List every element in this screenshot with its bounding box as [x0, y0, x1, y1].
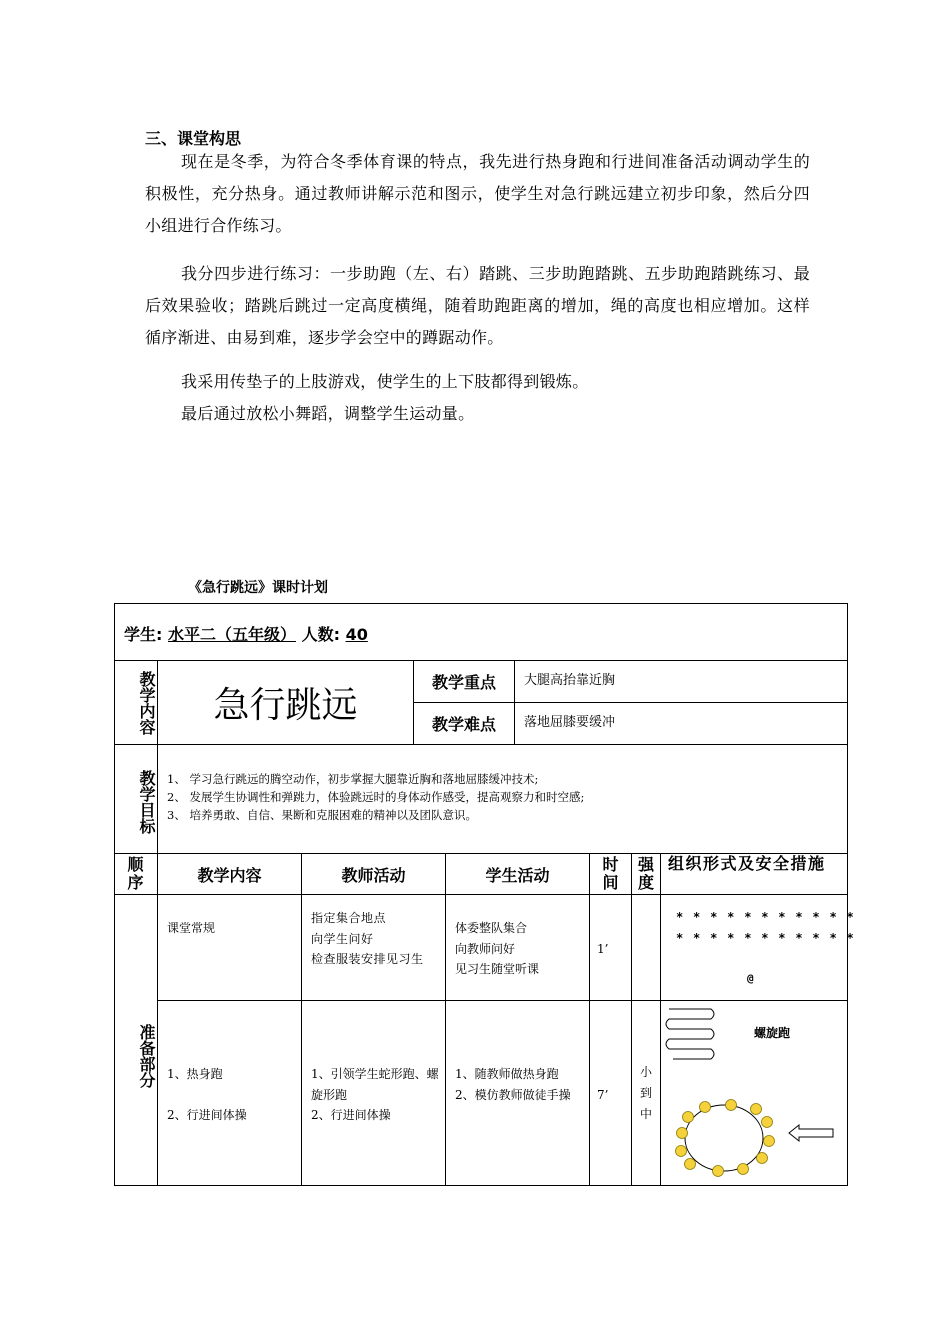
header-content: 教学内容: [197, 865, 262, 885]
smiley-icon: [685, 1159, 696, 1170]
row2-student: [455, 1064, 585, 1105]
row2-teacher: [311, 1064, 443, 1126]
row2-teacher-line: 2、行进间体操: [311, 1108, 391, 1122]
smiley-icon: [738, 1164, 749, 1175]
count-label: 人数:: [301, 625, 340, 644]
goals-list: [167, 770, 837, 824]
smiley-icon: [677, 1128, 688, 1139]
smiley-icon: [683, 1112, 694, 1123]
goal-item: 2、 发展学生协调性和弹跳力，体验跳远时的身体动作感受，提高观察力和时空感;: [167, 790, 585, 804]
row1-teacher-line: 检查服装安排见习生: [311, 952, 424, 966]
smiley-icons: [676, 1100, 775, 1177]
row1-student-line: 见习生随堂听课: [455, 962, 540, 976]
smiley-icon: [713, 1166, 724, 1177]
count-value: 40: [345, 625, 368, 644]
student-formation-row: * * * * * * * * * * *: [676, 931, 856, 945]
paragraph-1: 现在是冬季，为符合冬季体育课的特点，我先进行热身跑和行进间准备活动调动学生的积极性，充分热身。通过教师讲解示范和图示，使学生对急行跳远建立初步印象，然后分四小组进行合作练习。: [145, 152, 810, 235]
phase-label: 准备部分: [137, 1024, 156, 1088]
header-student: 学生活动: [485, 865, 550, 885]
header-teacher: 教师活动: [341, 865, 406, 885]
student-formation-row: * * * * * * * * * * *: [676, 910, 856, 924]
smiley-icon: [757, 1153, 768, 1164]
row1-student: [455, 918, 585, 980]
row1-content: [167, 918, 297, 939]
row1-student-line: 向教师问好: [455, 941, 516, 956]
row2-intensity: 小到中: [640, 1065, 653, 1121]
smiley-icon: [764, 1136, 775, 1147]
row2-content-line: 2、行进间体操: [167, 1108, 247, 1122]
smiley-icon: [751, 1104, 762, 1115]
row2-content-line: 1、热身跑: [167, 1067, 223, 1081]
section-heading: 三、课堂构思: [145, 129, 242, 148]
smiley-icon: [676, 1146, 687, 1157]
row1-teacher-line: 向学生问好: [311, 931, 374, 946]
row2-content: [167, 1064, 297, 1126]
row2-student-line: 2、模仿教师做徒手操: [455, 1087, 571, 1102]
smiley-icon: [726, 1100, 737, 1111]
row2-content-line: [167, 1085, 297, 1106]
serpentine-path: [666, 1009, 714, 1059]
header-organization: 组织形式及安全措施: [668, 854, 826, 873]
paragraph-4: 最后通过放松小舞蹈，调整学生运动量。: [181, 404, 475, 423]
content-title: 急行跳远: [213, 685, 358, 726]
goal-item: 1、 学习急行跳远的腾空动作，初步掌握大腿靠近胸和落地屈膝缓冲技术;: [167, 772, 539, 786]
goal-item: 3、 培养勇敢、自信、果断和克服困难的精神以及团队意识。: [167, 808, 477, 822]
direction-arrow-icon: [789, 1125, 833, 1141]
student-label: 学生:: [124, 625, 163, 644]
header-order: 顺序: [127, 855, 144, 892]
row1-teacher-line: 指定集合地点: [311, 911, 387, 925]
key-point-value: 大腿高抬靠近胸: [524, 673, 616, 689]
spiral-run-label: 螺旋跑: [754, 1026, 791, 1040]
difficulty-value: 落地屈膝要缓冲: [524, 715, 616, 731]
paragraph-2: 我分四步进行练习：一步助跑（左、右）踏跳、三步助跑踏跳、五步助跑踏跳练习、最后效果验收；踏跳后跳过一定高度横绳，随着助跑距离的增加，绳的高度也相应增加。这样循序渐进、由易到难，逐步学会空中的蹲踞动作。: [145, 264, 810, 347]
row1-time: 1’: [597, 942, 609, 956]
smiley-icon: [762, 1117, 773, 1128]
row1-content-line: 课堂常规: [167, 921, 216, 935]
paragraph-3: 我采用传垫子的上肢游戏，使学生的上下肢都得到锻炼。: [181, 372, 589, 391]
content-label: 教学内容: [137, 671, 156, 735]
row2-time: 7’: [597, 1088, 609, 1102]
row2-student-line: 1、随教师做热身跑: [455, 1067, 559, 1081]
row1-teacher: [311, 908, 441, 970]
row2-teacher-line: 1、引领学生蛇形跑、螺旋形跑: [311, 1067, 439, 1102]
header-time: 时间: [602, 855, 619, 892]
lesson-plan-title: 《急行跳远》课时计划: [188, 580, 328, 596]
student-info: [124, 622, 368, 645]
spiral-circle: [685, 1105, 763, 1171]
header-intensity: 强度: [638, 855, 655, 892]
student-value: 水平二（五年级）: [167, 625, 296, 644]
difficulty-label: 教学难点: [431, 715, 496, 734]
key-point-label: 教学重点: [431, 673, 496, 692]
smiley-icon: [700, 1102, 711, 1113]
row1-student-line: 体委整队集合: [455, 921, 528, 935]
goals-label: 教学目标: [137, 770, 156, 834]
teacher-position-mark: @: [747, 972, 755, 985]
